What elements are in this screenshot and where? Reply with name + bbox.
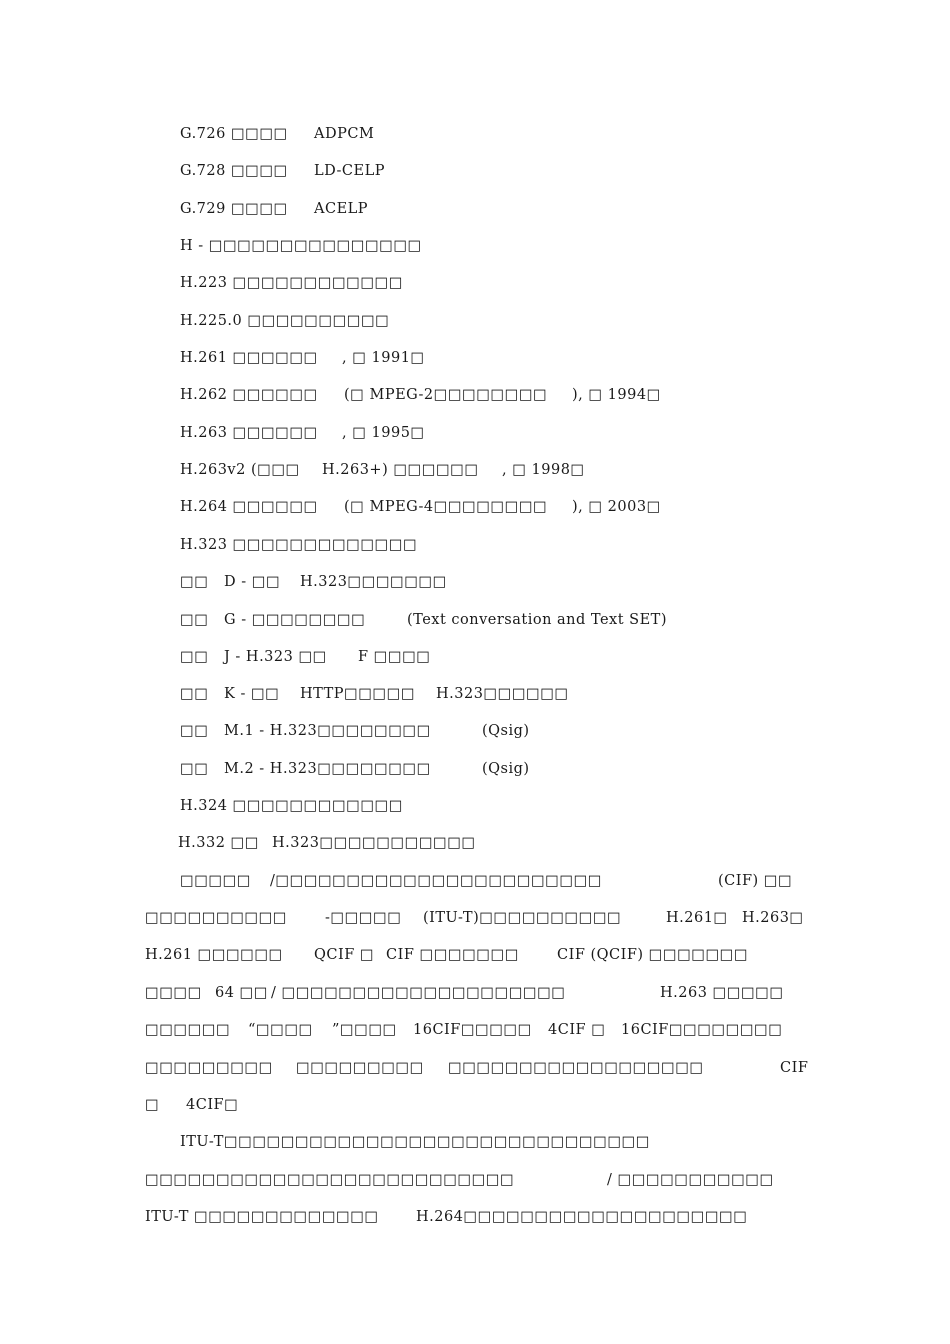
text-segment: H.323 □□□□□□□□□□□□□ [180, 537, 418, 553]
text-segment: □□□□□□□□□□□□□□□□□□ [448, 1060, 704, 1076]
text-segment: □□□□ [145, 985, 202, 1001]
text-segment: H.263v2 (□□□ [180, 462, 300, 478]
text-segment: (CIF) □□ [718, 873, 793, 889]
text-segment: □□□□□□□□□ [296, 1060, 424, 1076]
text-segment: K - □□ [224, 686, 280, 702]
text-segment: ), □ 2003□ [572, 499, 661, 515]
text-segment: HTTP□□□□□ [300, 686, 416, 702]
text-segment: ”□□□□ [332, 1022, 397, 1038]
text-segment: M.2 - H.323□□□□□□□□ [224, 761, 431, 777]
text-segment: “□□□□ [248, 1022, 313, 1038]
text-segment: (Qsig) [482, 723, 530, 739]
text-segment: H.262 □□□□□□ [180, 387, 318, 403]
text-segment: □□ [180, 649, 209, 665]
text-segment: H.332 □□ [178, 835, 259, 851]
text-segment: , □ 1991□ [342, 350, 425, 366]
text-segment: H.323□□□□□□ [436, 686, 569, 702]
text-segment: ADPCM [314, 126, 375, 142]
text-segment: □□ [180, 574, 209, 590]
text-segment: F □□□□ [358, 649, 431, 665]
text-segment: (Text conversation and Text SET) [407, 612, 667, 628]
text-segment: H.323□□□□□□□ [300, 574, 447, 590]
text-segment: (□ MPEG-4□□□□□□□□ [344, 499, 548, 515]
text-segment: H.225.0 □□□□□□□□□□ [180, 313, 390, 329]
text-segment: H.264□□□□□□□□□□□□□□□□□□□□ [416, 1209, 748, 1225]
text-segment: ITU-T □□□□□□□□□□□□□ [145, 1209, 379, 1225]
text-segment: □ [145, 1097, 160, 1113]
text-segment: (□ MPEG-2□□□□□□□□ [344, 387, 548, 403]
text-segment: 16CIF□□□□□ [413, 1022, 532, 1038]
text-segment: QCIF □ [314, 947, 375, 963]
text-segment: □□□□□□□□□□□□□□□□□□□□□□□□□□ [145, 1172, 515, 1188]
text-segment: 64 □□ [215, 985, 268, 1001]
text-segment: □□ [180, 761, 209, 777]
text-segment: H.223 □□□□□□□□□□□□ [180, 275, 403, 291]
text-segment: , □ 1995□ [342, 425, 425, 441]
text-segment: 4CIF□ [186, 1097, 239, 1113]
text-segment: ACELP [314, 201, 369, 217]
text-segment: H.263□ [742, 910, 804, 926]
text-segment: H.263 □□□□□ [660, 985, 784, 1001]
text-segment: CIF □□□□□□□ [386, 947, 519, 963]
text-segment: 4CIF □ [548, 1022, 606, 1038]
text-segment: H.263+) □□□□□□ [322, 462, 479, 478]
text-segment: LD-CELP [314, 163, 385, 179]
text-segment: 16CIF□□□□□□□□ [621, 1022, 783, 1038]
text-segment: M.1 - H.323□□□□□□□□ [224, 723, 431, 739]
text-segment: D - □□ [224, 574, 281, 590]
text-segment: □□ [180, 612, 209, 628]
text-segment: H.264 □□□□□□ [180, 499, 318, 515]
text-segment: ), □ 1994□ [572, 387, 661, 403]
text-segment: / □□□□□□□□□□□ [607, 1172, 774, 1188]
text-segment: G.728 □□□□ [180, 163, 288, 179]
text-segment: CIF [780, 1060, 809, 1076]
text-segment: -□□□□□ [325, 910, 402, 926]
text-segment: G.726 □□□□ [180, 126, 288, 142]
text-segment: □□ [180, 686, 209, 702]
text-segment: , □ 1998□ [502, 462, 585, 478]
text-segment: □□□□□ [180, 873, 251, 889]
text-segment: □□□□□□ [145, 1022, 231, 1038]
text-segment: H.261 □□□□□□ [180, 350, 318, 366]
text-segment: (Qsig) [482, 761, 530, 777]
text-segment: G.729 □□□□ [180, 201, 288, 217]
text-segment: ITU-T□□□□□□□□□□□□□□□□□□□□□□□□□□□□□□ [180, 1134, 650, 1150]
text-segment: □□□□□□□□□ [145, 1060, 273, 1076]
text-segment: G - □□□□□□□□ [224, 612, 366, 628]
text-segment: CIF (QCIF) □□□□□□□ [557, 947, 749, 963]
text-segment: H - □□□□□□□□□□□□□□□ [180, 238, 422, 254]
text-segment: (ITU-T)□□□□□□□□□□ [423, 910, 622, 926]
text-segment: H.261 □□□□□□ [145, 947, 283, 963]
text-segment: / □□□□□□□□□□□□□□□□□□□□ [271, 985, 566, 1001]
text-segment: H.324 □□□□□□□□□□□□ [180, 798, 403, 814]
text-segment: /□□□□□□□□□□□□□□□□□□□□□□□ [270, 873, 602, 889]
text-segment: H.263 □□□□□□ [180, 425, 318, 441]
text-segment: J - H.323 □□ [224, 649, 327, 665]
text-segment: H.261□ [666, 910, 728, 926]
text-segment: H.323□□□□□□□□□□□ [272, 835, 476, 851]
text-segment: □□□□□□□□□□ [145, 910, 287, 926]
text-segment: □□ [180, 723, 209, 739]
